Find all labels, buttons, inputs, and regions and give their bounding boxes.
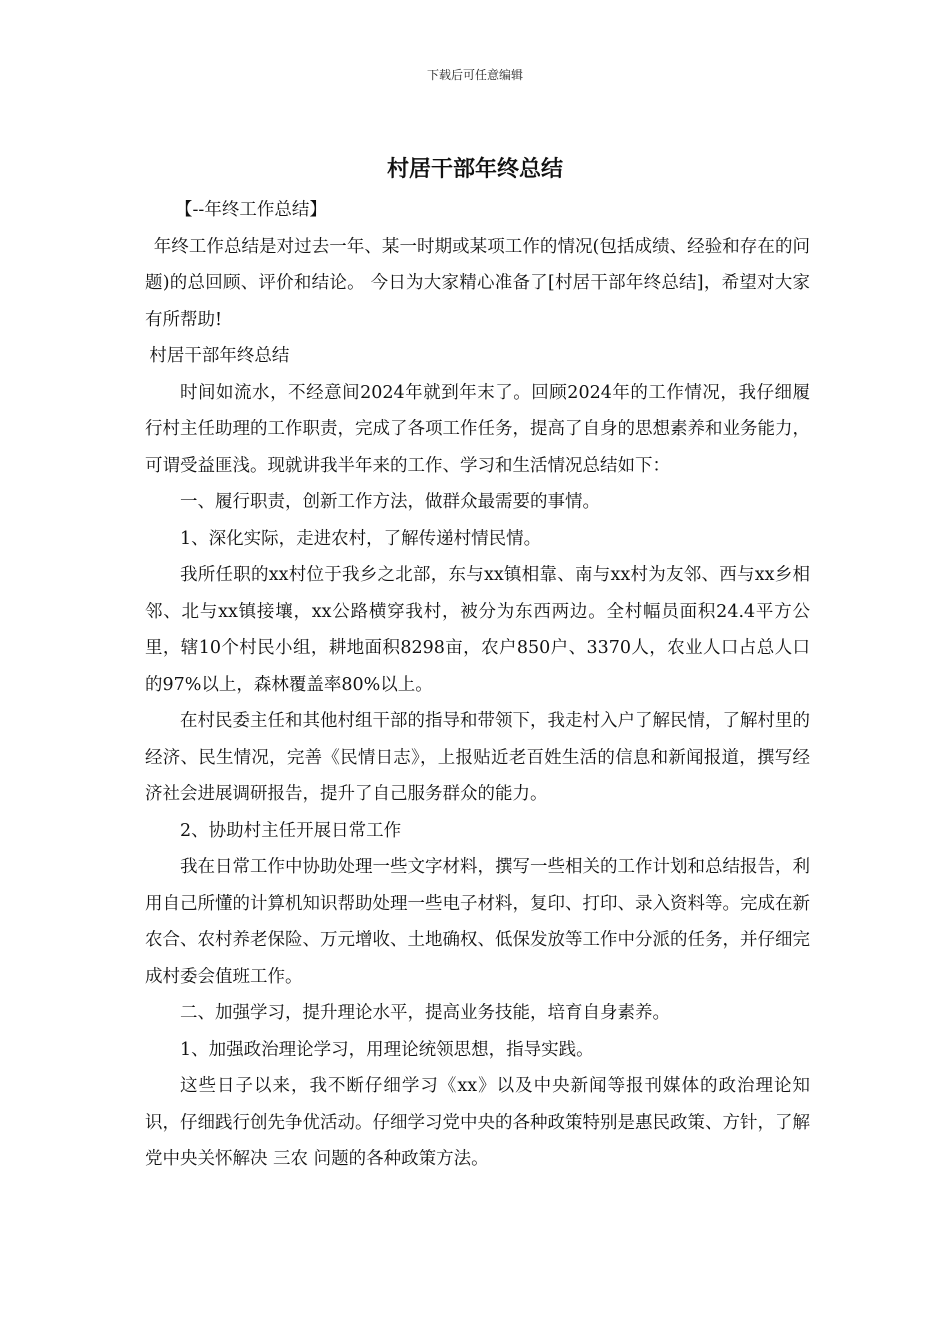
heading-2: 二、加强学习，提升理论水平，提高业务技能，培育自身素养。 xyxy=(180,1003,670,1023)
subheading: 1、加强政治理论学习，用理论统领思想，指导实践。 xyxy=(180,1039,594,1060)
section-tag: 【--年终工作总结】 xyxy=(175,200,327,220)
subtitle-line: 村居干部年终总结 xyxy=(149,346,290,366)
paragraph: 我所任职的xx村位于我乡之北部，东与xx镇相靠、南与xx村为友邻、西与xx乡相邻、北与xx镇接壤，xx公路横穿我村，被分为东西两边。全村幅员面积24.4平方公里，辖10个村民小组，耕地面积8298亩，农户850户、3370人，农业人口占总人口的97%以上，森林覆盖率80%以上。 xyxy=(145,565,810,695)
paragraph: 在村民委主任和其他村组干部的指导和带领下，我走村入户了解民情，了解村里的经济、民生情况，完善《民情日志》，上报贴近老百姓生活的信息和新闻报道，撰写经济社会进展调研报告，提升了自己服务群众的能力。 xyxy=(145,711,810,804)
paragraph: 我在日常工作中协助处理一些文字材料，撰写一些相关的工作计划和总结报告，利用自己所懂的计算机知识帮助处理一些电子材料，复印、打印、录入资料等。完成在新农合、农村养老保险、万元增收、土地确权、低保发放等工作中分派的任务，并仔细完成村委会值班工作。 xyxy=(145,857,810,987)
intro-paragraph: 年终工作总结是对过去一年、某一时期或某项工作的情况(包括成绩、经验和存在的问题)的总回顾、评价和结论。 今日为大家精心准备了[村居干部年终总结]，希望对大家有所帮助! xyxy=(145,236,810,330)
document-body xyxy=(145,192,810,1178)
document-title: 村居干部年终总结 xyxy=(386,156,563,182)
heading-1: 一、履行职责，创新工作方法，做群众最需要的事情。 xyxy=(180,492,600,512)
page-header-note: 下载后可任意编辑 xyxy=(426,68,523,82)
subheading: 1、深化实际，走进农村，了解传递村情民情。 xyxy=(180,528,542,549)
paragraph: 这些日子以来，我不断仔细学习《xx》以及中央新闻等报刊媒体的政治理论知识，仔细践行创先争优活动。仔细学习党中央的各种政策特别是惠民政策、方针，了解党中央关怀解决 三农 问题的各种政策方法。 xyxy=(145,1076,810,1169)
paragraph: 时间如流水，不经意间2024年就到年末了。回顾2024年的工作情况，我仔细履行村主任助理的工作职责，完成了各项工作任务，提高了自身的思想素养和业务能力，可谓受益匪浅。现就讲我半年来的工作、学习和生活情况总结如下： xyxy=(145,382,810,476)
subheading: 2、协助村主任开展日常工作 xyxy=(180,820,402,841)
